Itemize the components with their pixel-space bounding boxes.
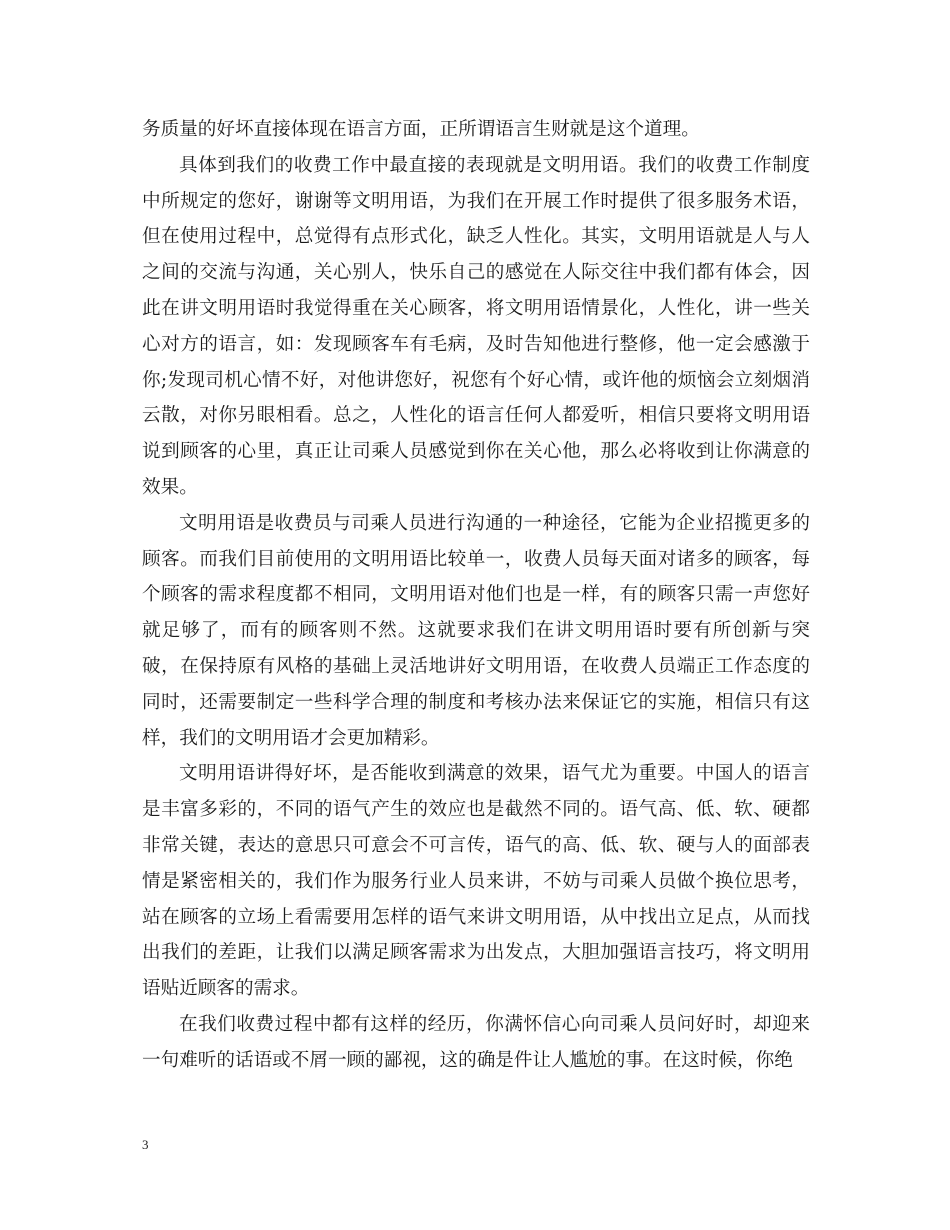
document-body: [142, 112, 810, 1079]
paragraph-polite-language: 具体到我们的收费工作中最直接的表现就是文明用语。我们的收费工作制度中所规定的您好，谢谢等文明用语，为我们在开展工作时提供了很多服务术语，但在使用过程中，总觉得有点形式化，缺乏人性化。其实，文明用语就是人与人之间的交流与沟通，关心别人，快乐自己的感觉在人际交往中我们都有体会，因此在讲文明用语时我觉得重在关心顾客，将文明用语情景化，人性化，讲一些关心对方的语言，如：发现顾客车有毛病，及时告知他进行整修，他一定会感激于你;发现司机心情不好，对他讲您好，祝您有个好心情，或许他的烦恼会立刻烟消云散，对你另眼相看。总之，人性化的语言任何人都爱听，相信只要将文明用语说到顾客的心里，真正让司乘人员感觉到你在关心他，那么必将收到让你满意的效果。: [142, 154, 810, 498]
paragraph-experience: 在我们收费过程中都有这样的经历，你满怀信心向司乘人员问好时，却迎来一句难听的话语或不屑一顾的鄙视，这的确是件让人尴尬的事。在这时候，你绝: [142, 1013, 810, 1071]
page-number: 3: [142, 1137, 149, 1152]
paragraph-tone: 文明用语讲得好坏，是否能收到满意的效果，语气尤为重要。中国人的语言是丰富多彩的，不同的语气产生的效应也是截然不同的。语气高、低、软、硬都非常关键，表达的意思只可意会不可言传，语气的高、低、软、硬与人的面部表情是紧密相关的，我们作为服务行业人员来讲，不妨与司乘人员做个换位思考，站在顾客的立场上看需要用怎样的语气来讲文明用语，从中找出立足点，从而找出我们的差距，让我们以满足顾客需求为出发点，大胆加强语言技巧，将文明用语贴近顾客的需求。: [142, 763, 810, 1000]
paragraph-communication: 文明用语是收费员与司乘人员进行沟通的一种途径，它能为企业招揽更多的顾客。而我们目前使用的文明用语比较单一，收费人员每天面对诸多的顾客，每个顾客的需求程度都不相同，文明用语对他们也是一样，有的顾客只需一声您好就足够了，而有的顾客则不然。这就要求我们在讲文明用语时要有所创新与突破，在保持原有风格的基础上灵活地讲好文明用语，在收费人员端正工作态度的同时，还需要制定一些科学合理的制度和考核办法来保证它的实施，相信只有这样，我们的文明用语才会更加精彩。: [142, 512, 810, 749]
paragraph-continued: 务质量的好坏直接体现在语言方面，正所谓语言生财就是这个道理。: [142, 119, 700, 140]
